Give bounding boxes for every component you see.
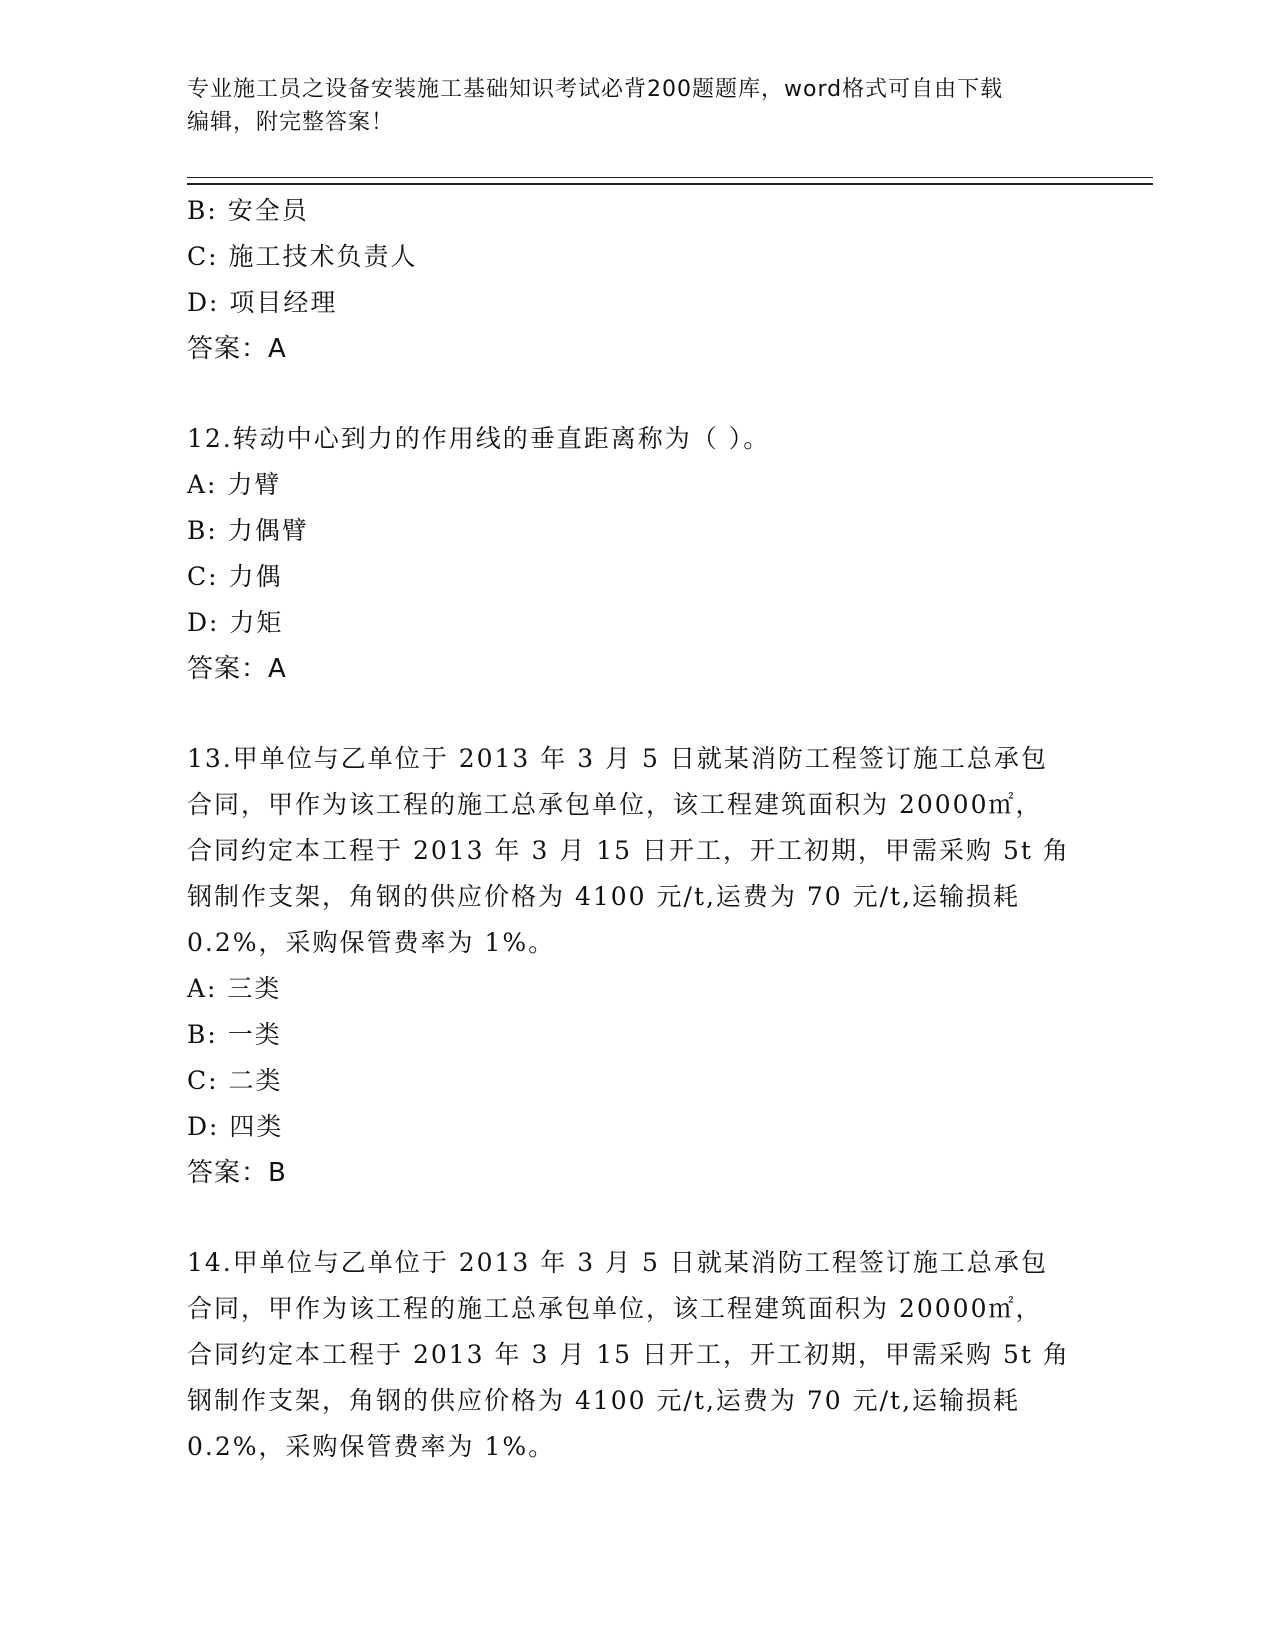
q14-stem-line-4: 钢制作支架，角钢的供应价格为 4100 元/t,运费为 70 元/t,运输损耗 (187, 1386, 1021, 1415)
q11-option-b: B: 安全员 (187, 196, 309, 225)
q13-option-d: D: 四类 (187, 1112, 284, 1141)
q13-stem-line-3: 合同约定本工程于 2013 年 3 月 15 日开工，开工初期，甲需采购 5t 角 (187, 836, 1070, 865)
q12-option-c: C: 力偶 (187, 562, 283, 591)
question-12 (187, 416, 1067, 692)
q13-stem-line-2: 合同，甲作为该工程的施工总承包单位，该工程建筑面积为 20000㎡， (187, 790, 1043, 819)
spacer (187, 1196, 1067, 1240)
question-list (187, 188, 1070, 1470)
q11-answer: 答案：A (187, 334, 287, 364)
q11-option-c: C: 施工技术负责人 (187, 242, 418, 271)
q12-stem: 12.转动中心到力的作用线的垂直距离称为（ ）。 (187, 424, 771, 453)
q13-stem-line-5: 0.2%，采购保管费率为 1%。 (187, 928, 556, 957)
q14-stem-line-5: 0.2%，采购保管费率为 1%。 (187, 1432, 556, 1461)
q14-stem-line-2: 合同，甲作为该工程的施工总承包单位，该工程建筑面积为 20000㎡， (187, 1294, 1043, 1323)
q12-option-b: B: 力偶臂 (187, 516, 309, 545)
header-title-line-2: 编辑，附完整答案！ (187, 110, 395, 135)
header-title-line-1: 专业施工员之设备安装施工基础知识考试必背200题题库，word格式可自由下载 (187, 77, 1004, 102)
spacer (187, 692, 1067, 736)
q11-option-d: D: 项目经理 (187, 288, 338, 317)
question-14 (187, 1240, 1070, 1470)
q12-answer: 答案：A (187, 654, 287, 684)
header-divider (187, 177, 1153, 185)
q12-option-d: D: 力矩 (187, 608, 284, 637)
q12-option-a: A: 力臂 (187, 470, 282, 499)
q14-stem-line-3: 合同约定本工程于 2013 年 3 月 15 日开工，开工初期，甲需采购 5t 角 (187, 1340, 1070, 1369)
q13-answer: 答案：B (187, 1158, 287, 1188)
q13-option-c: C: 二类 (187, 1066, 283, 1095)
question-11 (187, 188, 1067, 372)
q13-stem-line-4: 钢制作支架，角钢的供应价格为 4100 元/t,运费为 70 元/t,运输损耗 (187, 882, 1021, 911)
q13-stem-line-1: 13.甲单位与乙单位于 2013 年 3 月 5 日就某消防工程签订施工总承包 (187, 744, 1048, 773)
question-13 (187, 736, 1070, 1196)
q13-option-b: B: 一类 (187, 1020, 282, 1049)
document-header (187, 73, 1067, 139)
spacer (187, 372, 1067, 416)
q14-stem-line-1: 14.甲单位与乙单位于 2013 年 3 月 5 日就某消防工程签订施工总承包 (187, 1248, 1048, 1277)
q13-option-a: A: 三类 (187, 974, 282, 1003)
